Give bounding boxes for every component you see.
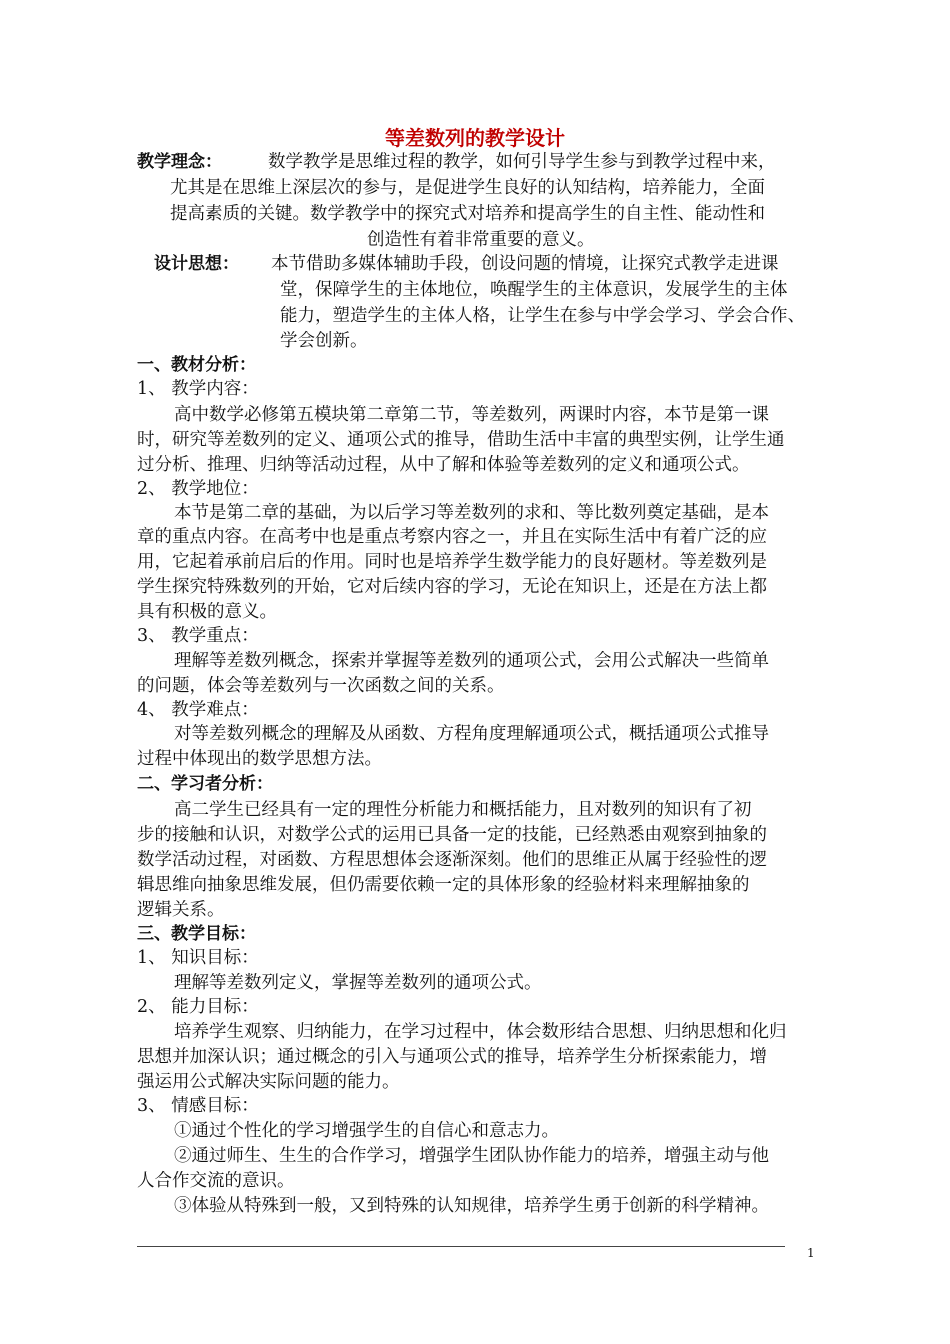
philosophy-line: 创造性有着非常重要的意义。	[367, 230, 595, 250]
philosophy-line: 尤其是在思维上深层次的参与，是促进学生良好的认知结构，培养能力，全面	[170, 178, 765, 198]
subsection-label: 3、 教学重点：	[137, 626, 259, 646]
paragraph-line: 学生探究特殊数列的开始，它对后续内容的学习，无论在知识上，还是在方法上都	[137, 577, 767, 597]
list-item: ①通过个性化的学习增强学生的自信心和意志力。	[174, 1121, 559, 1141]
philosophy-label: 教学理念：	[137, 152, 222, 172]
paragraph-line: 章的重点内容。在高考中也是重点考察内容之一，并且在实际生活中有着广泛的应	[137, 527, 767, 547]
subsection-label: 1、 教学内容：	[137, 379, 259, 399]
list-item: ②通过师生、生生的合作学习，增强学生团队协作能力的培养，增强主动与他	[174, 1146, 769, 1166]
paragraph-line: 步的接触和认识，对数学公式的运用已具备一定的技能，已经熟悉由观察到抽象的	[137, 825, 767, 845]
design-line: 堂，保障学生的主体地位，唤醒学生的主体意识，发展学生的主体	[280, 280, 788, 300]
design-label: 设计思想：	[154, 254, 239, 274]
paragraph-line: 培养学生观察、归纳能力，在学习过程中，体会数形结合思想、归纳思想和化归	[174, 1022, 787, 1042]
paragraph-line: 高二学生已经具有一定的理性分析能力和概括能力，且对数列的知识有了初	[174, 800, 752, 820]
design-line: 能力，塑造学生的主体人格，让学生在参与中学会学习、学会合作、	[280, 306, 805, 326]
paragraph-line: 的问题，体会等差数列与一次函数之间的关系。	[137, 676, 505, 696]
paragraph-line: 理解等差数列定义，掌握等差数列的通项公式。	[174, 973, 542, 993]
paragraph-line: 理解等差数列概念，探索并掌握等差数列的通项公式，会用公式解决一些简单	[174, 651, 769, 671]
design-line: 本节借助多媒体辅助手段，创设问题的情境，让探究式教学走进课	[271, 254, 779, 274]
paragraph-line: 用，它起着承前启后的作用。同时也是培养学生数学能力的良好题材。等差数列是	[137, 552, 767, 572]
paragraph-line: 高中数学必修第五模块第二章第二节，等差数列，两课时内容，本节是第一课	[174, 405, 769, 425]
subsection-label: 2、 能力目标：	[137, 997, 259, 1017]
footer-rule	[137, 1246, 785, 1247]
paragraph-line: 思想并加深认识；通过概念的引入与通项公式的推导，培养学生分析探索能力，增	[137, 1047, 767, 1067]
paragraph-line: 过程中体现出的数学思想方法。	[137, 749, 382, 769]
paragraph-line: 过分析、推理、归纳等活动过程，从中了解和体验等差数列的定义和通项公式。	[137, 455, 750, 475]
paragraph-line: 辑思维向抽象思维发展，但仍需要依赖一定的具体形象的经验材料来理解抽象的	[137, 875, 750, 895]
subsection-label: 1、 知识目标：	[137, 948, 259, 968]
paragraph-line: 本节是第二章的基础，为以后学习等差数列的求和、等比数列奠定基础，是本	[174, 503, 769, 523]
page-number: 1	[807, 1246, 815, 1260]
section-heading: 一、教材分析：	[137, 355, 256, 375]
list-item: 人合作交流的意识。	[137, 1171, 295, 1191]
paragraph-line: 逻辑关系。	[137, 900, 225, 920]
subsection-label: 3、 情感目标：	[137, 1096, 259, 1116]
section-heading: 二、学习者分析：	[137, 774, 273, 794]
paragraph-line: 数学活动过程，对函数、方程思想体会逐渐深刻。他们的思维正从属于经验性的逻	[137, 850, 767, 870]
list-item: ③体验从特殊到一般，又到特殊的认知规律，培养学生勇于创新的科学精神。	[174, 1196, 769, 1216]
paragraph-line: 具有积极的意义。	[137, 602, 277, 622]
subsection-label: 4、 教学难点：	[137, 700, 259, 720]
paragraph-line: 对等差数列概念的理解及从函数、方程角度理解通项公式，概括通项公式推导	[174, 724, 769, 744]
document-title: 等差数列的教学设计	[385, 126, 565, 150]
design-line: 学会创新。	[280, 331, 368, 351]
section-heading: 三、教学目标：	[137, 924, 256, 944]
philosophy-line: 提高素质的关键。数学教学中的探究式对培养和提高学生的自主性、能动性和	[170, 204, 765, 224]
paragraph-line: 强运用公式解决实际问题的能力。	[137, 1072, 400, 1092]
subsection-label: 2、 教学地位：	[137, 479, 259, 499]
philosophy-line: 数学教学是思维过程的教学，如何引导学生参与到教学过程中来，	[268, 152, 776, 172]
paragraph-line: 时，研究等差数列的定义、通项公式的推导，借助生活中丰富的典型实例，让学生通	[137, 430, 785, 450]
